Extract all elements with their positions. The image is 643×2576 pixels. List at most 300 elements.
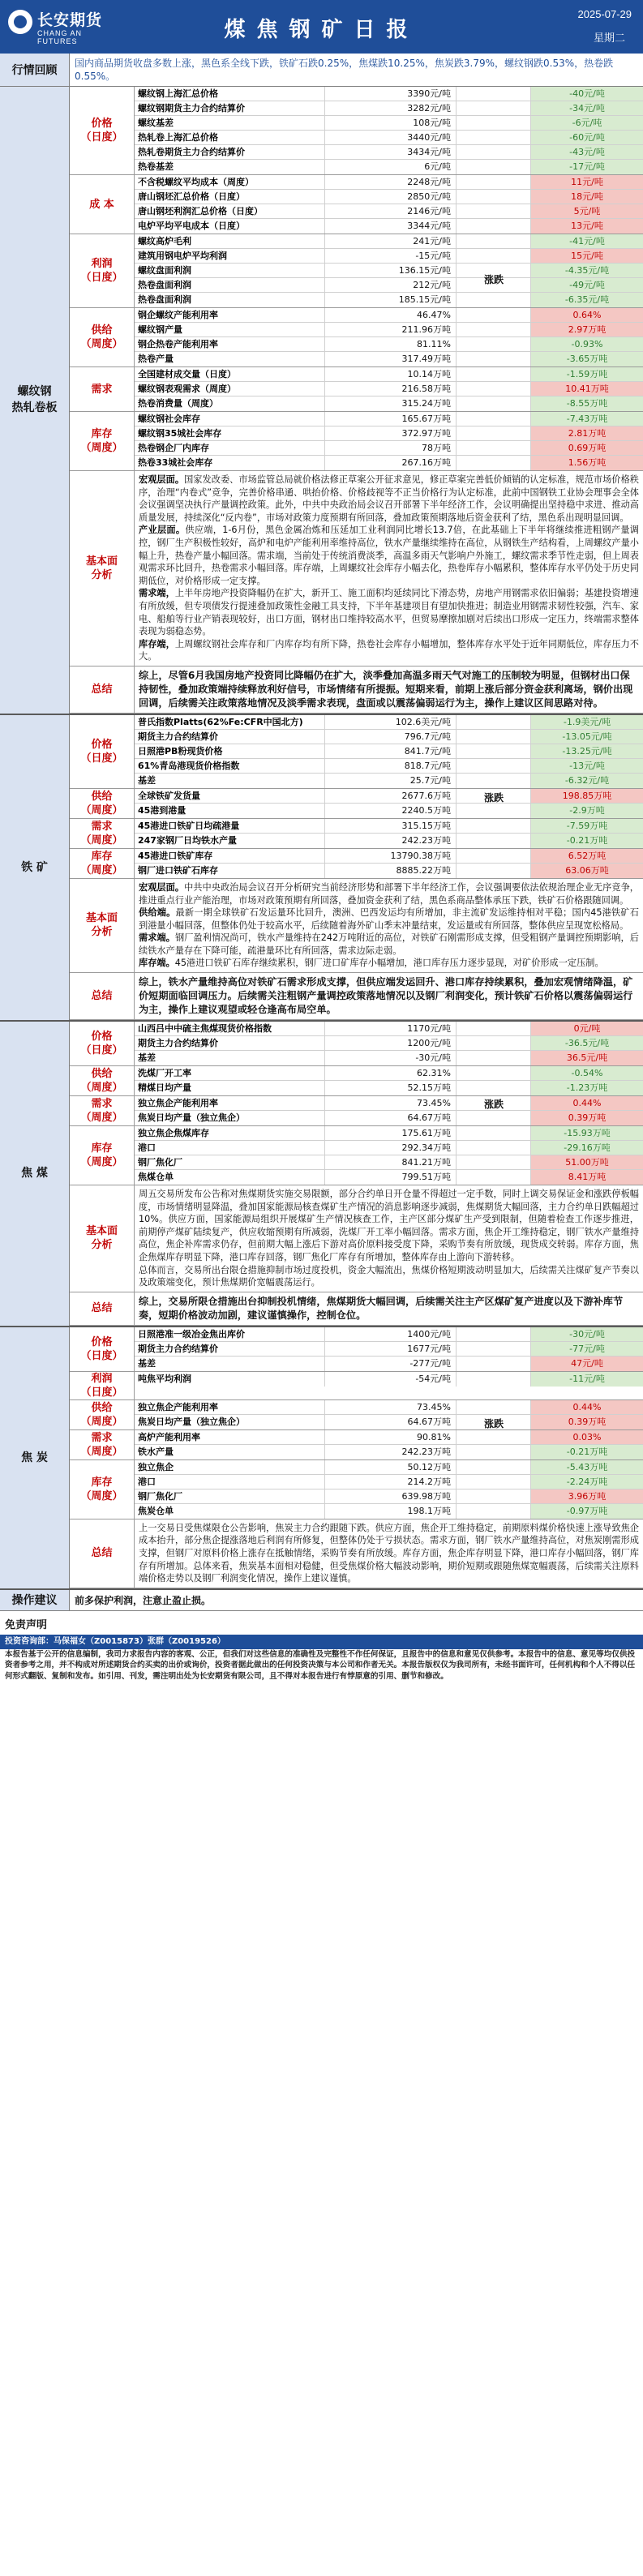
indicator-name: 独立焦企产能利用率 <box>135 1096 325 1110</box>
trend-cell <box>457 1504 531 1519</box>
indicator-change: -5.43万吨 <box>531 1460 643 1474</box>
table-row <box>135 1111 643 1125</box>
indicator-value: 211.96万吨 <box>325 323 457 336</box>
trend-cell <box>457 190 531 204</box>
indicator-name: 建筑用钢电炉平均利润 <box>135 249 325 263</box>
steel-section-body <box>70 87 643 714</box>
trend-cell <box>457 1357 531 1371</box>
table-row <box>135 190 643 204</box>
iron-group <box>70 789 643 819</box>
indicator-value: 2677.6万吨 <box>325 789 457 803</box>
indicator-name: 期货主力合约结算价 <box>135 1342 325 1356</box>
table-row <box>135 396 643 411</box>
report-weekday: 星期二 <box>593 32 625 45</box>
trend-cell <box>457 1126 531 1140</box>
coke-group-rows <box>135 1400 643 1429</box>
iron-indicator-table <box>70 715 643 879</box>
coke-group <box>70 1460 643 1519</box>
indicator-value: -15元/吨 <box>325 249 457 263</box>
indicator-change: 0.44% <box>531 1400 643 1414</box>
indicator-value: 242.23万吨 <box>325 834 457 848</box>
indicator-name: 247家钢厂日均铁水产量 <box>135 834 325 848</box>
analysis-paragraph <box>139 587 639 637</box>
trend-cell <box>457 352 531 366</box>
table-row <box>135 204 643 219</box>
indicator-value: 185.15元/吨 <box>325 293 457 307</box>
indicator-change: 1.56万吨 <box>531 456 643 470</box>
indicator-change: 5元/吨 <box>531 204 643 218</box>
indicator-value: 25.7元/吨 <box>325 774 457 788</box>
table-row <box>135 293 643 307</box>
indicator-change: 0.44% <box>531 1096 643 1110</box>
trend-cell <box>457 337 531 351</box>
table-row <box>135 1066 643 1081</box>
indicator-change: -13元/吨 <box>531 759 643 773</box>
indicator-value: 1200元/吨 <box>325 1036 457 1050</box>
indicator-change: -4.35元/吨 <box>531 264 643 277</box>
coke-group <box>70 1327 643 1372</box>
analysis-paragraph <box>139 1188 639 1264</box>
coke-section-body <box>70 1327 643 1588</box>
indicator-name: 焦煤仓单 <box>135 1170 325 1185</box>
indicator-change: -0.54% <box>531 1066 643 1080</box>
analysis-paragraph <box>139 881 639 907</box>
trend-cell <box>457 426 531 440</box>
indicator-name: 45港到港量 <box>135 804 325 818</box>
indicator-name: 热卷基差 <box>135 160 325 174</box>
trend-cell <box>457 1170 531 1185</box>
iron-group <box>70 849 643 879</box>
trend-cell <box>457 1051 531 1065</box>
indicator-change: -7.59万吨 <box>531 819 643 833</box>
indicator-name: 钢厂焦化厂 <box>135 1489 325 1503</box>
indicator-change: 0.64% <box>531 308 643 322</box>
indicator-change: 0.39万吨 <box>531 1415 643 1429</box>
indicator-name: 铁水产量 <box>135 1445 325 1459</box>
trend-cell <box>457 382 531 396</box>
indicator-change: 47元/吨 <box>531 1357 643 1371</box>
indicator-name: 热轧卷上海汇总价格 <box>135 131 325 144</box>
table-row <box>135 1430 643 1445</box>
indicator-value: 73.45% <box>325 1400 457 1414</box>
trend-cell <box>457 819 531 833</box>
indicator-value: 3390元/吨 <box>325 87 457 101</box>
indicator-name: 基差 <box>135 1051 325 1065</box>
indicator-name: 螺纹钢社会库存 <box>135 412 325 426</box>
indicator-change: -11元/吨 <box>531 1372 643 1387</box>
iron-group-label: 库存 （周度） <box>70 849 135 878</box>
table-row <box>135 1126 643 1141</box>
steel-analysis-label: 基本面 分析 <box>70 471 135 666</box>
coal-section <box>0 1022 643 1327</box>
steel-group <box>70 308 643 367</box>
indicator-value: 136.15元/吨 <box>325 264 457 277</box>
indicator-name: 唐山钢坯利润汇总价格（日度） <box>135 204 325 218</box>
indicator-value: 639.98万吨 <box>325 1489 457 1503</box>
table-row <box>135 382 643 396</box>
indicator-name: 热卷钢企厂内库存 <box>135 441 325 455</box>
indicator-value: 10.14万吨 <box>325 367 457 381</box>
table-row <box>135 412 643 426</box>
table-row <box>135 1460 643 1475</box>
steel-group <box>70 175 643 234</box>
indicator-name: 钢厂进口铁矿石库存 <box>135 864 325 878</box>
indicator-change: -77元/吨 <box>531 1342 643 1356</box>
coke-group-rows <box>135 1327 643 1371</box>
coal-analysis-label: 基本面 分析 <box>70 1185 135 1292</box>
analysis-heading: 宏观层面。 <box>139 474 185 485</box>
table-row <box>135 337 643 352</box>
trend-cell <box>457 1342 531 1356</box>
coke-group <box>70 1372 643 1400</box>
analysis-body: 钢厂盈利情况尚可，铁水产量维持在242万吨附近的高位，对铁矿石刚需形成支撑，但受粗钢产量调控预期影响，后续铁水产量存在下降可能，疏港量环比有所回落，需求边际走弱。 <box>139 932 639 956</box>
coal-indicator-table <box>70 1022 643 1185</box>
coal-group-rows <box>135 1096 643 1125</box>
table-row <box>135 426 643 441</box>
indicator-name: 电炉平均平电成本（日度） <box>135 219 325 234</box>
indicator-change: 8.41万吨 <box>531 1170 643 1185</box>
table-row <box>135 441 643 456</box>
analysis-body: 中共中央政治局会议召开分析研究当前经济形势和部署下半年经济工作，会议强调要依法依规治理企业无序竞争，推进重点行业产能治理，市场对政策预期有所回落，叠加资金获利了结，黑色系商品整体承压下跌，铁矿石价格跟随回调。 <box>139 881 639 906</box>
steel-group-rows <box>135 308 643 366</box>
indicator-name: 热卷产量 <box>135 352 325 366</box>
table-row <box>135 234 643 249</box>
table-row <box>135 352 643 366</box>
indicator-change: -34元/吨 <box>531 101 643 115</box>
iron-group-label: 价格 （日度） <box>70 715 135 788</box>
trend-cell <box>457 396 531 411</box>
indicator-value: 62.31% <box>325 1066 457 1080</box>
coke-group-label: 价格 （日度） <box>70 1327 135 1371</box>
indicator-change: -6元/吨 <box>531 116 643 130</box>
coke-trend-label: 涨跌 <box>483 1418 504 1430</box>
trend-cell <box>457 1489 531 1503</box>
coke-indicator-table <box>70 1327 643 1519</box>
indicator-value: 175.61万吨 <box>325 1126 457 1140</box>
indicator-change: 2.97万吨 <box>531 323 643 336</box>
indicator-value: 2146元/吨 <box>325 204 457 218</box>
iron-analysis-text <box>135 879 643 972</box>
indicator-value: 315.24万吨 <box>325 396 457 411</box>
table-row <box>135 175 643 190</box>
disclaimer-title: 免责声明 <box>5 1618 48 1631</box>
indicator-name: 焦炭仓单 <box>135 1504 325 1519</box>
indicator-name: 吨焦平均利润 <box>135 1372 325 1387</box>
table-row <box>135 834 643 848</box>
table-row <box>135 774 643 788</box>
table-row <box>135 1475 643 1489</box>
steel-indicator-table <box>70 87 643 471</box>
table-row <box>135 1081 643 1095</box>
table-row <box>135 715 643 730</box>
trend-cell <box>457 1430 531 1444</box>
steel-summary <box>70 667 643 714</box>
table-row <box>135 819 643 834</box>
coal-section-body <box>70 1022 643 1326</box>
analysis-paragraph <box>139 474 639 524</box>
table-row <box>135 131 643 145</box>
coke-group-label: 库存 （周度） <box>70 1460 135 1519</box>
indicator-value: 216.58万吨 <box>325 382 457 396</box>
trend-cell <box>457 249 531 263</box>
trend-cell <box>457 1141 531 1155</box>
indicator-value: 108元/吨 <box>325 116 457 130</box>
trend-cell <box>457 1022 531 1035</box>
indicator-value: 13790.38万吨 <box>325 849 457 863</box>
indicator-change: -40元/吨 <box>531 87 643 101</box>
indicator-value: -30元/吨 <box>325 1051 457 1065</box>
table-row <box>135 804 643 818</box>
table-row <box>135 1022 643 1036</box>
table-row <box>135 789 643 804</box>
indicator-change: 0.39万吨 <box>531 1111 643 1125</box>
steel-summary-label: 总结 <box>70 667 135 713</box>
table-row <box>135 1400 643 1415</box>
indicator-value: 64.67万吨 <box>325 1415 457 1429</box>
market-review <box>0 54 643 87</box>
steel-group-label: 需求 <box>70 367 135 411</box>
trend-cell <box>457 145 531 159</box>
trend-cell <box>457 759 531 773</box>
analysis-paragraph <box>139 957 639 970</box>
table-row <box>135 864 643 878</box>
coal-group-rows <box>135 1126 643 1185</box>
iron-group <box>70 715 643 789</box>
trend-cell <box>457 1372 531 1387</box>
indicator-name: 独立焦企焦煤库存 <box>135 1126 325 1140</box>
iron-fundamental-analysis <box>70 879 643 973</box>
indicator-change: -30元/吨 <box>531 1327 643 1341</box>
indicator-value: 818.7元/吨 <box>325 759 457 773</box>
indicator-name: 精煤日均产量 <box>135 1081 325 1095</box>
indicator-name: 独立焦企产能利用率 <box>135 1400 325 1414</box>
trend-cell <box>457 367 531 381</box>
table-row <box>135 1096 643 1111</box>
indicator-value: 1170元/吨 <box>325 1022 457 1035</box>
indicator-name: 热卷盘面利润 <box>135 293 325 307</box>
trend-cell <box>457 308 531 322</box>
coke-group <box>70 1430 643 1460</box>
indicator-name: 螺纹基差 <box>135 116 325 130</box>
table-row <box>135 1357 643 1371</box>
indicator-change: 51.00万吨 <box>531 1155 643 1169</box>
market-review-label: 行情回顾 <box>0 54 70 86</box>
coke-group-rows <box>135 1430 643 1459</box>
analysis-heading: 需求端， <box>139 588 175 599</box>
indicator-name: 港口 <box>135 1141 325 1155</box>
indicator-value: 315.15万吨 <box>325 819 457 833</box>
indicator-name: 热卷盘面利润 <box>135 278 325 292</box>
indicator-value: 372.97万吨 <box>325 426 457 440</box>
trend-cell <box>457 834 531 848</box>
indicator-value: 102.6美元/吨 <box>325 715 457 729</box>
steel-group-rows <box>135 367 643 411</box>
trend-cell <box>457 1327 531 1341</box>
iron-group-rows <box>135 849 643 878</box>
indicator-change: -6.32元/吨 <box>531 774 643 788</box>
indicator-change: -13.05元/吨 <box>531 730 643 744</box>
analysis-body: 上周螺纹钢社会库存和厂内库存均有所下降，热卷社会库存小幅增加，整体库存水平处于近年同期低位，库存压力不大。 <box>139 638 639 662</box>
indicator-name: 独立焦企 <box>135 1460 325 1474</box>
indicator-name: 期货主力合约结算价 <box>135 1036 325 1050</box>
trend-cell <box>457 131 531 144</box>
indicator-name: 钢企热卷产能利用率 <box>135 337 325 351</box>
indicator-change: -8.55万吨 <box>531 396 643 411</box>
table-row <box>135 849 643 864</box>
iron-group-label: 供给 （周度） <box>70 789 135 818</box>
indicator-value: 3440元/吨 <box>325 131 457 144</box>
trend-cell <box>457 456 531 470</box>
analysis-paragraph <box>139 638 639 663</box>
coal-trend-label: 涨跌 <box>483 1099 504 1111</box>
indicator-name: 螺纹钢期货主力合约结算价 <box>135 101 325 115</box>
steel-group-rows <box>135 87 643 174</box>
iron-group <box>70 819 643 849</box>
indicator-change: -29.16万吨 <box>531 1141 643 1155</box>
indicator-name: 热卷消费量（周度） <box>135 396 325 411</box>
analysis-paragraph <box>139 907 639 932</box>
table-row <box>135 367 643 382</box>
coal-group-label: 价格 （日度） <box>70 1022 135 1065</box>
indicator-value: 50.12万吨 <box>325 1460 457 1474</box>
indicator-change: -3.65万吨 <box>531 352 643 366</box>
indicator-value: 242.23万吨 <box>325 1445 457 1459</box>
analysis-body: 上半年房地产投资降幅仍在扩大，新开工、施工面积均延续同比下滑态势，房地产用钢需求依旧偏弱；基建投资增速有所放缓，但专项债发行提速叠加政策性金融工具支持，下半年基建项目有望加快推进；制造业用钢需求韧性较强，汽车、家电、船舶等行业产销表现较好，出口方面，钢材出口维持较高水平，但贸易摩擦加剧对后续出口形成一定压力，终端需求整体表现为弱稳态势。 <box>139 588 639 637</box>
analysis-heading: 库存端， <box>139 638 175 649</box>
indicator-value: 3344元/吨 <box>325 219 457 234</box>
steel-group-label: 成 本 <box>70 175 135 234</box>
table-row <box>135 278 643 293</box>
indicator-change: -2.24万吨 <box>531 1475 643 1489</box>
indicator-change: -0.21万吨 <box>531 1445 643 1459</box>
analysis-paragraph <box>139 932 639 957</box>
iron-group-rows <box>135 789 643 818</box>
indicator-change: 63.06万吨 <box>531 864 643 878</box>
iron-section <box>0 715 643 1022</box>
indicator-value: 2248元/吨 <box>325 175 457 189</box>
indicator-name: 焦炭日均产量（独立焦企） <box>135 1111 325 1125</box>
indicator-change: -17元/吨 <box>531 160 643 174</box>
indicator-value: 78万吨 <box>325 441 457 455</box>
indicator-name: 螺纹高炉毛利 <box>135 234 325 248</box>
indicator-name: 61%青岛港现货价格指数 <box>135 759 325 773</box>
steel-fundamental-analysis <box>70 471 643 667</box>
indicator-name: 普氏指数Platts(62%Fe:CFR中国北方) <box>135 715 325 729</box>
indicator-name: 螺纹钢上海汇总价格 <box>135 87 325 101</box>
indicator-name: 基差 <box>135 1357 325 1371</box>
trend-cell <box>457 864 531 878</box>
trend-cell <box>457 323 531 336</box>
indicator-value: 1677元/吨 <box>325 1342 457 1356</box>
company-name-en: CHANG AN FUTURES <box>37 29 83 45</box>
iron-section-label: 铁 矿 <box>0 715 70 1020</box>
trend-cell <box>457 234 531 248</box>
trend-cell <box>457 204 531 218</box>
trend-cell <box>457 730 531 744</box>
steel-analysis-text <box>135 471 643 666</box>
steel-group <box>70 87 643 175</box>
iron-group-rows <box>135 819 643 848</box>
trend-cell <box>457 116 531 130</box>
indicator-name: 唐山钢坯汇总价格（日度） <box>135 190 325 204</box>
coke-section <box>0 1327 643 1590</box>
investment-consulting: 投资咨询部：马保福女（Z0015873）张群（Z0019526） <box>0 1635 643 1649</box>
coal-fundamental-analysis <box>70 1185 643 1292</box>
trend-cell <box>457 1400 531 1414</box>
indicator-change: -0.21万吨 <box>531 834 643 848</box>
indicator-name: 高炉产能利用率 <box>135 1430 325 1444</box>
steel-group <box>70 412 643 471</box>
report-title: 煤焦钢矿日报 <box>224 18 419 42</box>
table-row <box>135 1415 643 1429</box>
company-name-cn: 长安期货 <box>37 11 103 29</box>
indicator-change: 13元/吨 <box>531 219 643 234</box>
indicator-name: 钢厂焦化厂 <box>135 1155 325 1169</box>
indicator-change: -1.59万吨 <box>531 367 643 381</box>
table-row <box>135 116 643 131</box>
indicator-name: 期货主力合约结算价 <box>135 730 325 744</box>
coke-group-label: 需求 （周度） <box>70 1430 135 1459</box>
analysis-body: 供应端，1-6月份，黑色金属冶炼和压延加工业利润同比增长13.7倍，在此基础上下半年将继续推进粗钢产量调控，钢厂生产积极性较好，高炉和电炉产能利用率维持高位，铁水产量继续维持在高位，从钢铁生产结构看，上周螺纹产量小幅上升，热卷产量小幅回落。需求端，当前处于传统消费淡季，高温多雨天气影响户外施工，螺纹需求季节性走弱，但上周表观需求环比回升，热卷需求小幅回落。库存端，上周螺纹社会库存小幅去化，热卷库存小幅累积，整体库存水平仍处于历史同期低位，对价格形成一定支撑。 <box>139 525 639 586</box>
table-row <box>135 308 643 323</box>
trend-cell <box>457 219 531 234</box>
trend-cell <box>457 1081 531 1095</box>
analysis-paragraph <box>139 524 639 587</box>
operation-advice-text: 前多保护利润，注意止盈止损。 <box>75 1594 212 1606</box>
indicator-name: 45港进口铁矿库存 <box>135 849 325 863</box>
indicator-name: 螺纹盘面利润 <box>135 264 325 277</box>
indicator-change: -1.23万吨 <box>531 1081 643 1095</box>
trend-cell <box>457 1066 531 1080</box>
indicator-value: 317.49万吨 <box>325 352 457 366</box>
table-row <box>135 1051 643 1065</box>
indicator-change: -41元/吨 <box>531 234 643 248</box>
steel-group-rows <box>135 412 643 470</box>
indicator-change: -6.35元/吨 <box>531 293 643 307</box>
trend-cell <box>457 804 531 818</box>
table-row <box>135 759 643 774</box>
table-row <box>135 456 643 470</box>
table-row <box>135 219 643 234</box>
table-row <box>135 1141 643 1155</box>
indicator-value: 198.1万吨 <box>325 1504 457 1519</box>
trend-cell <box>457 1111 531 1125</box>
indicator-name: 山西吕中中硫主焦煤现货价格指数 <box>135 1022 325 1035</box>
indicator-name: 港口 <box>135 1475 325 1489</box>
indicator-value: 73.45% <box>325 1096 457 1110</box>
coke-group <box>70 1400 643 1430</box>
operation-advice <box>0 1590 643 1611</box>
indicator-value: 6元/吨 <box>325 160 457 174</box>
analysis-heading: 需求端。 <box>139 932 175 944</box>
analysis-heading: 库存端。 <box>139 958 175 969</box>
table-row <box>135 87 643 101</box>
indicator-value: -54元/吨 <box>325 1372 457 1387</box>
iron-summary <box>70 973 643 1020</box>
analysis-paragraph <box>139 1264 639 1289</box>
indicator-name: 日照港PB粉现货价格 <box>135 744 325 758</box>
indicator-name: 45港进口铁矿日均疏港量 <box>135 819 325 833</box>
steel-trend-label: 涨跌 <box>483 274 504 285</box>
analysis-heading: 供给端。 <box>139 907 176 919</box>
table-row <box>135 1342 643 1357</box>
steel-section <box>0 87 643 715</box>
indicator-change: 0元/吨 <box>531 1022 643 1035</box>
indicator-change: 2.81万吨 <box>531 426 643 440</box>
coke-section-label: 焦 炭 <box>0 1327 70 1588</box>
indicator-change: 3.96万吨 <box>531 1489 643 1503</box>
table-row <box>135 160 643 174</box>
